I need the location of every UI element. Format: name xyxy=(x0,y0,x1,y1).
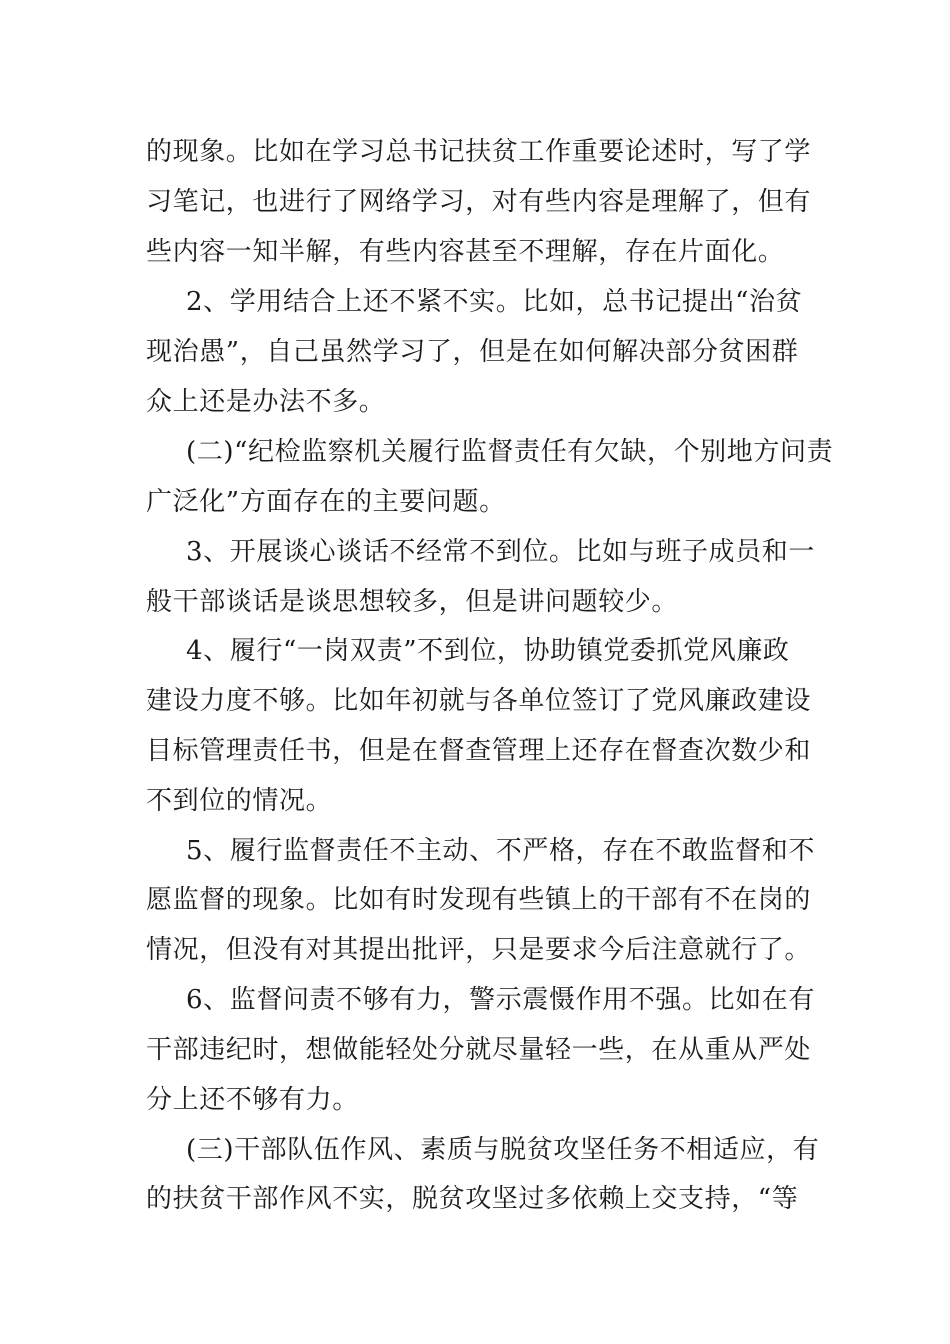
text-line: 建设力度不够。比如年初就与各单位签订了党风廉政建设 xyxy=(146,686,812,716)
text-line: 3、开展谈心谈话不经常不到位。比如与班子成员和一 xyxy=(186,537,815,567)
text-line: 习笔记，也进行了网络学习，对有些内容是理解了，但有 xyxy=(146,187,812,217)
text-line: 不到位的情况。 xyxy=(146,786,333,816)
text-line: 般干部谈话是谈思想较多，但是讲问题较少。 xyxy=(146,587,679,617)
text-line: 分上还不够有力。 xyxy=(146,1085,359,1115)
text-line: 广泛化”方面存在的主要问题。 xyxy=(146,487,506,517)
text-line: 目标管理责任书，但是在督查管理上还存在督查次数少和 xyxy=(146,736,812,766)
section-heading: (二)“纪检监察机关履行监督责任有欠缺，个别地方问责 xyxy=(186,437,834,467)
text-line: 愿监督的现象。比如有时发现有些镇上的干部有不在岗的 xyxy=(146,885,812,915)
text-line: 干部违纪时，想做能轻处分就尽量轻一些，在从重从严处 xyxy=(146,1035,812,1065)
text-line: 的现象。比如在学习总书记扶贫工作重要论述时，写了学 xyxy=(146,137,812,167)
text-line: 些内容一知半解，有些内容甚至不理解，存在片面化。 xyxy=(146,237,785,267)
text-line: 4、履行“一岗双责”不到位，协助镇党委抓党风廉政 xyxy=(186,636,790,666)
text-line: 2、学用结合上还不紧不实。比如，总书记提出“治贫 xyxy=(186,287,803,317)
text-line: 的扶贫干部作风不实，脱贫攻坚过多依赖上交支持，“等 xyxy=(146,1184,799,1214)
text-line: 众上还是办法不多。 xyxy=(146,387,386,417)
text-line: 现治愚”，自己虽然学习了，但是在如何解决部分贫困群 xyxy=(146,337,799,367)
text-line: 情况，但没有对其提出批评，只是要求今后注意就行了。 xyxy=(146,935,812,965)
text-line: 5、履行监督责任不主动、不严格，存在不敢监督和不 xyxy=(186,836,815,866)
section-heading: (三)干部队伍作风、素质与脱贫攻坚任务不相适应，有 xyxy=(186,1135,820,1165)
text-line: 6、监督问责不够有力，警示震慑作用不强。比如在有 xyxy=(186,985,815,1015)
